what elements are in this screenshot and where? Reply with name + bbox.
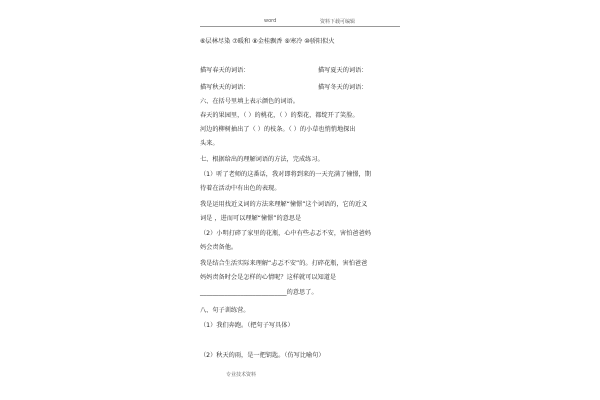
section-six-heading: 六、在括号里填上表示颜色的词语。 [200,98,299,105]
q2-method-line-2 [200,274,395,282]
q2-method-line-1: 我是结合生活实际来理解“忐忑不安”的。打碎花瓶，害怕爸爸 [200,260,368,267]
autumn-words-label: 描写秋天的词语： [200,84,250,91]
section-six-line-1: 春天的果园里，（ ）的桃花，（ ）的梨花，都绽开了笑脸。 [200,112,359,119]
header-right-text: 资料下载可编辑 [320,19,356,25]
section-eight-heading: 八、句子训练营。 [200,307,250,314]
q1-sentence-line-2: 待着在活动中有出色的表现。 [200,185,281,192]
header-rule [200,26,400,27]
sentence-task-1: （1）我们奔跑。（把句子写具体） [200,322,294,329]
q2-method-line-2-text: 妈妈责备时会是怎样的心情呢？这样就可以知道是 [200,274,337,281]
q1-method-line-1: 我是运用找近义词的方法来理解“憧憬”这个词语的，它的近义 [200,201,368,208]
summer-words-label: 描写夏天的词语： [318,67,368,74]
section-six-line-3: 头来。 [200,140,219,147]
q1-sentence-line-1: （1）听了老师的这番话，我对即将到来的一天充满了憧憬，期 [200,171,371,178]
sentence-task-2: （2）秋天的雨，是一把钥匙。（仿写比喻句） [200,352,325,359]
spring-words-label: 描写春天的词语： [200,67,250,74]
section-seven-heading: 七、根据给出的理解词语的方法，完成练习。 [200,156,324,163]
winter-words-label: 描写冬天的词语： [318,84,368,91]
q2-sentence-line-2: 妈会责备他。 [200,244,238,251]
q2-sentence-line-1: （2）小明打碎了家里的花瓶，心中有些忐忑不安，害怕爸爸妈 [200,230,371,237]
section-six-line-2: 河边的柳树抽出了（ ）的枝条。（ ）的小草也悄悄地探出 [200,126,356,133]
header-left-text: word [264,18,277,24]
word-options-line: ⑥层林尽染 ⑦暖和 ⑧金桂飘香 ⑨寒冷 ⑩骄阳似火 [200,38,335,45]
footer-text: 专业技术资料 [226,372,257,378]
q2-method-line-3: ____________________________的意思了。 [200,289,318,296]
q1-method-line-2: 词是 ，进而可以理解“憧憬”的意思是 [200,215,302,222]
